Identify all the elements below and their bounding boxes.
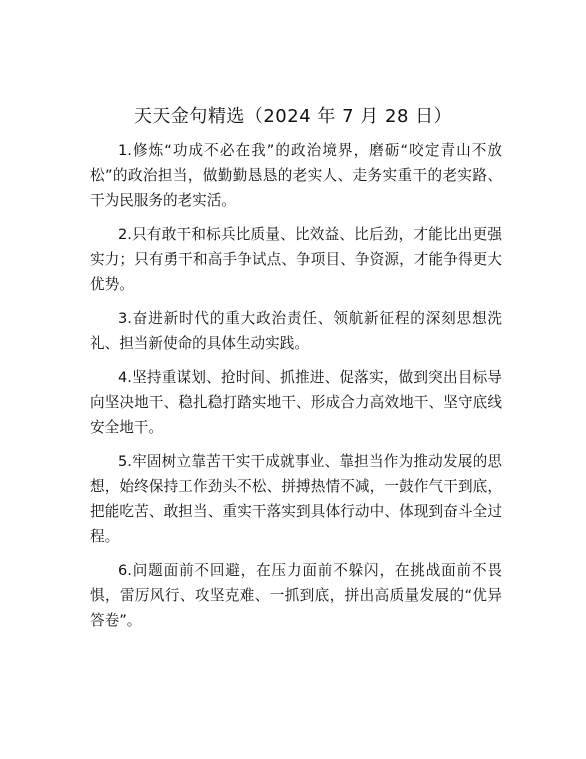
paragraph-3: 3.奋进新时代的重大政治责任、领航新征程的深刻思想洗礼、担当新使命的具体生动实践。	[90, 310, 502, 352]
page-title: 天天金句精选（2024 年 7 月 28 日）	[133, 106, 453, 127]
paragraph-6: 6.问题面前不回避，在压力面前不躲闪，在挑战面前不畏惧，雷厉风行、攻坚克难、一抓到底，拼出高质量发展的“优异答卷”。	[90, 562, 502, 629]
paragraph-4: 4.坚持重谋划、抢时间、抓推进、促落实，做到突出目标导向坚决地干、稳扎稳打踏实地干、形成合力高效地干、坚守底线安全地干。	[90, 369, 502, 436]
paragraph-5: 5.牢固树立靠苦干实干成就事业、靠担当作为推动发展的思想，始终保持工作劲头不松、拼搏热情不减，一鼓作气干到底，把能吃苦、敢担当、重实干落实到具体行动中、体现到奋斗全过程。	[90, 453, 502, 545]
paragraph-2: 2.只有敢干和标兵比质量、比效益、比后劲，才能比出更强实力；只有勇干和高手争试点、争项目、争资源，才能争得更大优势。	[90, 226, 502, 293]
document-body	[90, 138, 502, 642]
paragraph-1: 1.修炼“功成不必在我”的政治境界，磨砺“咬定青山不放松”的政治担当，做勤勤恳恳的老实人、走务实重干的老实路、干为民服务的老实活。	[90, 142, 502, 209]
